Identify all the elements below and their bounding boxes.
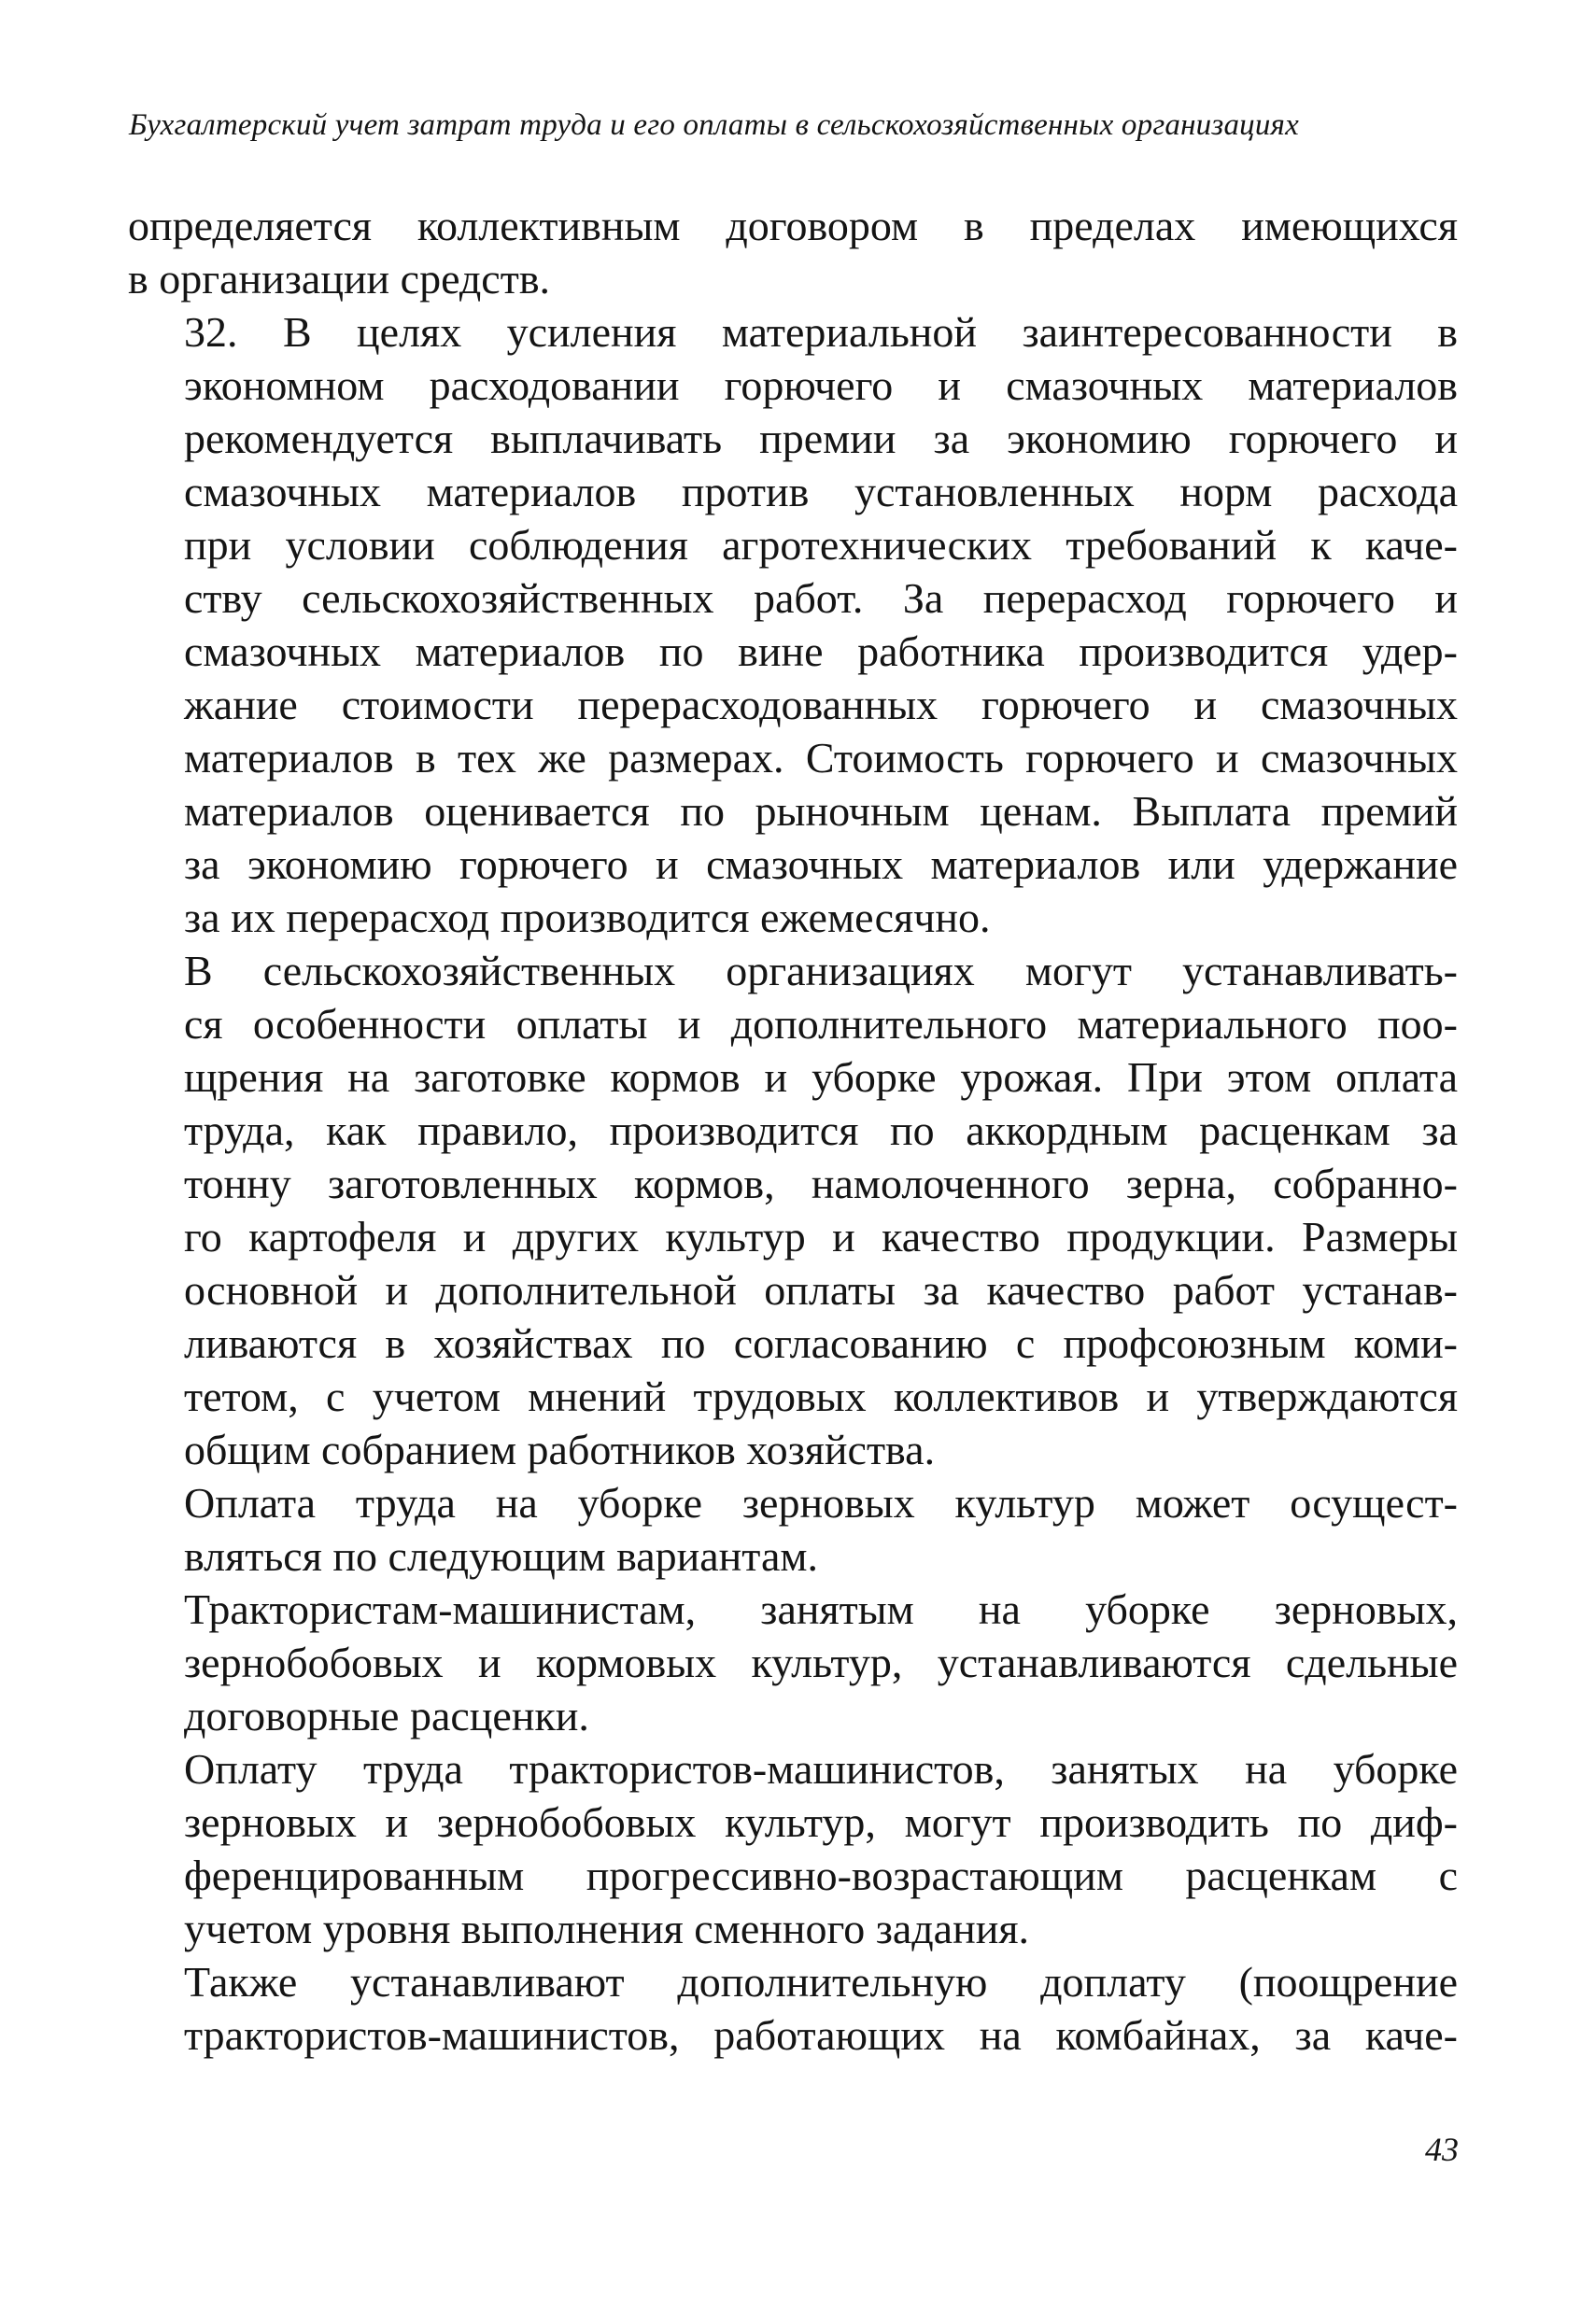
text-line: за экономию горючего и смазочных материалов или удержание <box>184 840 1458 888</box>
text-line: в организации средств. <box>128 255 551 303</box>
text-line: ференцированным прогрессивно-возрастающим расценкам с <box>184 1852 1458 1899</box>
paragraph <box>128 944 1458 1476</box>
text-line: основной и дополнительной оплаты за качество работ устанав- <box>184 1266 1458 1314</box>
text-line: материалов в тех же размерах. Стоимость горючего и смазочных <box>184 734 1458 782</box>
text-line: ливаются в хозяйствах по согласованию с профсоюзным коми- <box>184 1319 1458 1367</box>
text-line: рекомендуется выплачивать премии за экономию горючего и <box>184 415 1458 462</box>
text-line: Также устанавливают дополнительную доплату (поощрение <box>184 1958 1458 2006</box>
text-line: экономном расходовании горючего и смазочных материалов <box>184 361 1458 409</box>
text-line: смазочных материалов против установленных норм расхода <box>184 468 1458 515</box>
text-line: щрения на заготовке кормов и уборке урожая. При этом оплата <box>184 1053 1458 1101</box>
paragraph <box>128 1476 1458 1583</box>
paragraph <box>128 199 1458 305</box>
text-line: го картофеля и других культур и качество продукции. Размеры <box>184 1213 1458 1261</box>
text-line: Трактористам-машинистам, занятым на уборке зерновых, <box>184 1585 1458 1633</box>
text-line: трактористов-машинистов, работающих на комбайнах, за каче- <box>184 2011 1458 2059</box>
text-line: вляться по следующим вариантам. <box>184 1532 818 1580</box>
text-line: тетом, с учетом мнений трудовых коллективов и утверждаются <box>184 1373 1458 1420</box>
text-line: зернобобовых и кормовых культур, устанавливаются сдельные <box>184 1639 1458 1686</box>
text-line: определяется коллективным договором в пределах имеющихся <box>128 202 1458 249</box>
page-number: 43 <box>1425 2131 1459 2168</box>
text-line: договорные расценки. <box>184 1692 589 1739</box>
running-header: Бухгалтерский учет затрат труда и его оплаты в сельскохозяйственных организациях <box>129 108 1299 142</box>
text-line: Оплату труда трактористов-машинистов, занятых на уборке <box>184 1745 1458 1793</box>
text-line: зерновых и зернобобовых культур, могут производить по диф- <box>184 1798 1458 1846</box>
text-line: смазочных материалов по вине работника производится удер- <box>184 627 1458 675</box>
paragraph <box>128 305 1458 944</box>
paragraph <box>128 1742 1458 1955</box>
text-line: 32. В целях усиления материальной заинтересованности в <box>184 308 1458 356</box>
text-line: при условии соблюдения агротехнических требований к каче- <box>184 521 1458 569</box>
text-line: учетом уровня выполнения сменного задания. <box>184 1905 1029 1952</box>
text-line: жание стоимости перерасходованных горючего и смазочных <box>184 681 1458 728</box>
text-line: общим собранием работников хозяйства. <box>184 1426 936 1473</box>
text-line: ству сельскохозяйственных работ. За перерасход горючего и <box>184 574 1458 622</box>
paragraph <box>128 1583 1458 1742</box>
body-text <box>128 199 1458 2062</box>
text-line: В сельскохозяйственных организациях могут устанавливать- <box>184 947 1458 994</box>
text-line: тонну заготовленных кормов, намолоченного зерна, собранно- <box>184 1160 1458 1207</box>
text-line: за их перерасход производится ежемесячно. <box>184 894 991 941</box>
text-line: ся особенности оплаты и дополнительного материального поо- <box>184 1000 1458 1048</box>
paragraph <box>128 1955 1458 2062</box>
text-line: материалов оценивается по рыночным ценам. Выплата премий <box>184 787 1458 835</box>
text-line: труда, как правило, производится по аккордным расценкам за <box>184 1106 1458 1154</box>
text-line: Оплата труда на уборке зерновых культур может осущест- <box>184 1479 1458 1527</box>
